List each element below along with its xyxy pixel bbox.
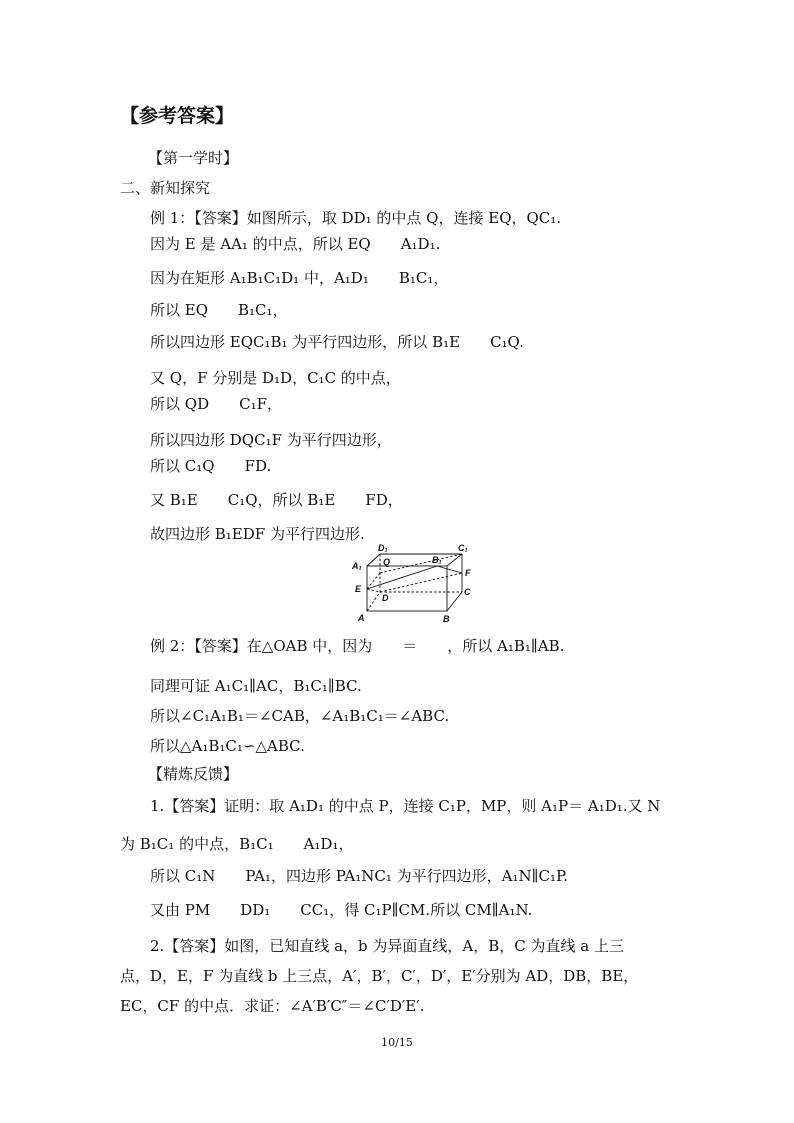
label-C: C — [464, 587, 471, 597]
label-A: A — [358, 613, 365, 623]
label-B1: B₁ — [432, 555, 442, 565]
label-A1: A₁ — [352, 561, 362, 571]
label-D1: D₁ — [378, 543, 388, 553]
fb2-line-1: 2.【答案】如图，已知直线 a，b 为异面直线，A，B，C 为直线 a 上三 — [150, 937, 624, 955]
section-feedback: 【精炼反馈】 — [148, 765, 239, 783]
answer-heading: 【参考答案】 — [120, 105, 235, 127]
label-D: D — [382, 593, 389, 603]
label-B: B — [443, 614, 450, 624]
ex1-line-9: 所以 C₁Q FD. — [150, 457, 272, 475]
label-Q: Q — [383, 557, 391, 567]
fb1-line-1: 1.【答案】证明：取 A₁D₁ 的中点 P，连接 C₁P，MP，则 A₁P＝ A₁D₁.又 N — [150, 797, 661, 815]
ex1-line-8: 所以四边形 DQC₁F 为平行四边形， — [150, 431, 392, 449]
ex1-line-3: 因为在矩形 A₁B₁C₁D₁ 中，A₁D₁ B₁C₁， — [150, 269, 449, 287]
fb2-line-3: EC，CF 的中点．求证：∠A′B′C″＝∠C′D′E′. — [120, 997, 425, 1015]
ex1-line-1: 例 1：【答案】如图所示，取 DD₁ 的中点 Q，连接 EQ，QC₁. — [150, 209, 562, 227]
ex1-line-6: 又 Q，F 分别是 D₁D，C₁C 的中点， — [150, 369, 401, 387]
ex1-line-5: 所以四边形 EQC₁B₁ 为平行四边形，所以 B₁E C₁Q. — [150, 333, 524, 351]
ex1-line-2: 因为 E 是 AA₁ 的中点，所以 EQ A₁D₁. — [150, 235, 441, 253]
ex2-line-1: 例 2：【答案】在△OAB 中，因为 ＝ ，所以 A₁B₁∥AB. — [150, 637, 565, 655]
label-C1: C₁ — [458, 543, 468, 553]
ex1-line-10: 又 B₁E C₁Q，所以 B₁E FD， — [150, 491, 403, 509]
ex2-line-2: 同理可证 A₁C₁∥AC，B₁C₁∥BC. — [150, 677, 362, 695]
label-E: E — [355, 584, 362, 594]
ex2-line-4: 所以△A₁B₁C₁∽△ABC. — [150, 737, 305, 755]
label-F: F — [465, 568, 471, 578]
ex1-line-7: 所以 QD C₁F， — [150, 395, 282, 413]
fb1-line-4: 又由 PM DD₁ CC₁，得 C₁P∥CM.所以 CM∥A₁N. — [150, 901, 533, 919]
ex1-line-4: 所以 EQ B₁C₁， — [150, 301, 288, 319]
section-new-knowledge: 二、新知探究 — [120, 179, 211, 197]
ex1-line-11: 故四边形 B₁EDF 为平行四边形. — [150, 525, 365, 543]
rectangular-prism-figure — [350, 543, 476, 625]
fb1-line-2: 为 B₁C₁ 的中点，B₁C₁ A₁D₁， — [120, 835, 354, 853]
section-first-lesson: 【第一学时】 — [148, 149, 239, 167]
page-number: 10/15 — [381, 1036, 413, 1049]
fb1-line-3: 所以 C₁N PA₁，四边形 PA₁NC₁ 为平行四边形，A₁N∥C₁P. — [150, 867, 568, 885]
ex2-line-3: 所以∠C₁A₁B₁＝∠CAB，∠A₁B₁C₁＝∠ABC. — [150, 707, 450, 725]
fb2-line-2: 点，D，E，F 为直线 b 上三点，A′，B′，C′，D′，E′分别为 AD，DB，BE， — [120, 967, 639, 985]
